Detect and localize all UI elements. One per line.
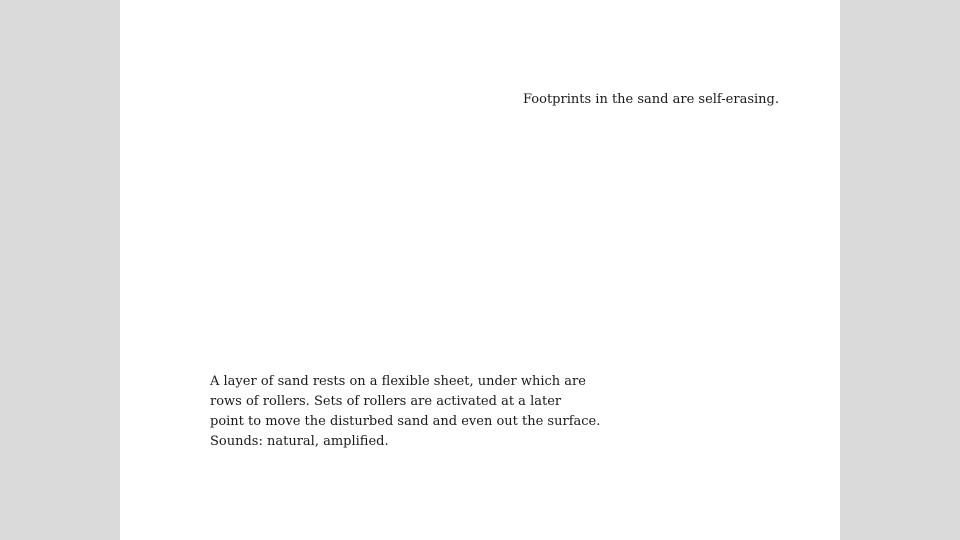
slide-title: Footprints in the sand are self-erasing. [523, 92, 779, 107]
description-block [210, 372, 610, 452]
description-line: A layer of sand rests on a flexible sheet, under which are [210, 374, 586, 389]
slide-page [120, 0, 840, 540]
description-line: rows of rollers. Sets of rollers are activated at a later [210, 394, 562, 409]
description-line: Sounds: natural, amplified. [210, 434, 389, 449]
description-line: point to move the disturbed sand and even out the surface. [210, 414, 601, 429]
